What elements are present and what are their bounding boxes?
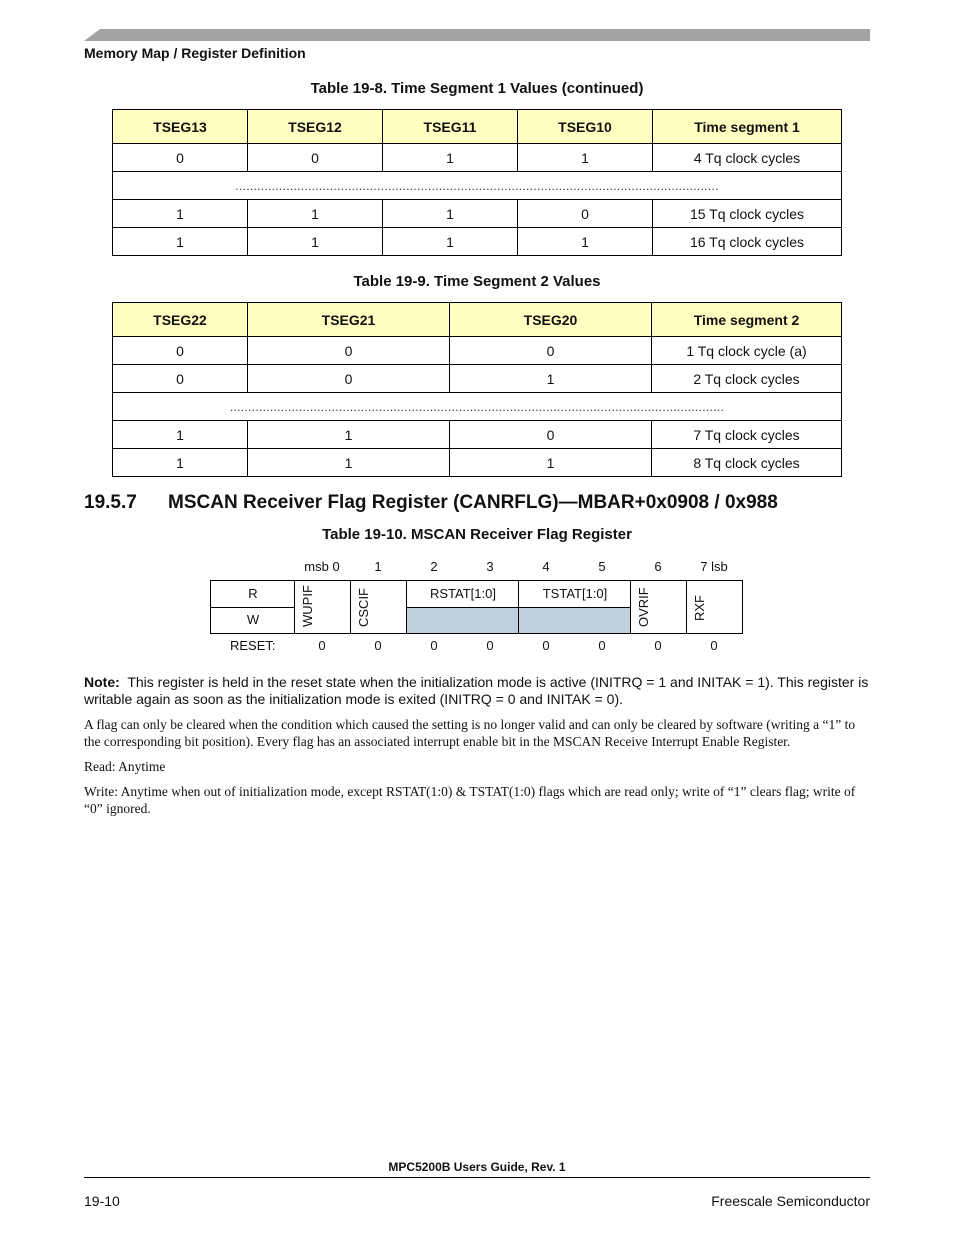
table-cell: 1: [450, 365, 652, 393]
bit-label: 5: [598, 559, 606, 574]
bit-label: 4: [542, 559, 550, 574]
read-row-label: R: [248, 586, 258, 601]
note-text: This register is held in the reset state when the initialization mode is active (INITRQ = 1 and INITAK = 1). This register is writable again as soon as the initialization mode is exited (INITRQ = 0 and INITAK = 0).: [84, 674, 869, 707]
table-cell: 1: [450, 449, 652, 477]
table-cell: 1: [113, 200, 248, 228]
table-header-cell: Time segment 1: [653, 110, 842, 144]
bit-label: 6: [654, 559, 662, 574]
table-header-cell: TSEG11: [383, 110, 518, 144]
table-cell: 1: [248, 200, 383, 228]
table-row: [113, 228, 842, 256]
table-row: [113, 144, 842, 172]
table-cell: 0: [248, 337, 450, 365]
ellipsis-cell: ........................................................................................................................................: [113, 393, 842, 421]
header-bar: [84, 29, 870, 41]
table-cell: 1: [383, 228, 518, 256]
field-tstat: [519, 581, 631, 608]
field-ovrif-label: OVRIF: [636, 587, 651, 627]
table-cell: 1: [383, 144, 518, 172]
table-cell: 0: [113, 144, 248, 172]
table-19-9: [112, 302, 842, 477]
reset-value: 0: [542, 638, 550, 653]
register-diagram: [210, 580, 743, 634]
section-number: 19.5.7: [84, 492, 137, 513]
table-cell: 0: [518, 200, 653, 228]
field-rxf-label: RXF: [692, 595, 707, 621]
field-wupif: [295, 581, 351, 633]
reset-label: RESET:: [230, 638, 276, 653]
header-bar-wedge: [84, 29, 100, 41]
field-rxf: [687, 581, 742, 633]
table-row: [113, 337, 842, 365]
header-bar-fill: [100, 29, 870, 41]
reset-value: 0: [654, 638, 662, 653]
body-paragraph: A flag can only be cleared when the condition which caused the setting is no longer valid and can only be cleared by software (writing a “1” to the corresponding bit position). Every flag has an associated interrupt enable bit in the MSCAN Receive Interrupt Enable Register.: [84, 717, 856, 749]
reset-value: 0: [710, 638, 718, 653]
table-cell: 1: [113, 228, 248, 256]
bit-label: msb 0: [304, 559, 340, 574]
write-row-label-cell: [211, 608, 295, 633]
reset-value: 0: [318, 638, 326, 653]
table-header-cell: TSEG13: [113, 110, 248, 144]
table-19-8: [112, 109, 842, 256]
bit-label: 1: [374, 559, 382, 574]
write-row-label: W: [246, 612, 260, 627]
bit-label: 3: [486, 559, 494, 574]
table-cell: 1: [113, 421, 248, 449]
table-row-ellipsis: [113, 393, 842, 421]
table-header-cell: TSEG10: [518, 110, 653, 144]
field-rstat: [407, 581, 519, 608]
field-wupif-label: WUPIF: [300, 585, 315, 627]
footer-page-number: 19-10: [84, 1193, 120, 1209]
table-19-8-caption: Table 19-8. Time Segment 1 Values (continued): [310, 80, 644, 97]
table-cell: 15 Tq clock cycles: [653, 200, 842, 228]
reset-value: 0: [374, 638, 382, 653]
body-paragraph: Write: Anytime when out of initialization mode, except RSTAT(1:0) & TSTAT(1:0) flags which are read only; write of “1” clears flag; write of “0” ignored.: [84, 784, 856, 816]
field-cscif: [351, 581, 407, 633]
table-header-cell: TSEG22: [113, 303, 248, 337]
table-header-cell: TSEG20: [450, 303, 652, 337]
note-label: Note:: [84, 674, 120, 690]
table-row: [113, 200, 842, 228]
table-19-9-caption: Table 19-9. Time Segment 2 Values: [353, 273, 601, 290]
read-row-label-cell: [211, 581, 295, 608]
table-row-ellipsis: [113, 172, 842, 200]
table-cell: 8 Tq clock cycles: [652, 449, 842, 477]
table-19-10-caption: Table 19-10. MSCAN Receiver Flag Register: [322, 526, 632, 543]
table-cell: 0: [113, 337, 248, 365]
field-ovrif: [631, 581, 687, 633]
reset-value: 0: [598, 638, 606, 653]
table-cell: 1 Tq clock cycle (a): [652, 337, 842, 365]
table-header-cell: TSEG12: [248, 110, 383, 144]
field-tstat-label: TSTAT[1:0]: [542, 586, 608, 601]
body-paragraph: Read: Anytime: [84, 759, 166, 774]
table-cell: 1: [383, 200, 518, 228]
bit-label: 7 lsb: [700, 559, 728, 574]
reset-value: 0: [430, 638, 438, 653]
table-cell: 0: [450, 421, 652, 449]
table-cell: 1: [248, 228, 383, 256]
table-cell: 7 Tq clock cycles: [652, 421, 842, 449]
table-header-cell: Time segment 2: [652, 303, 842, 337]
ellipsis-cell: .....................................................................................................................................: [113, 172, 842, 200]
field-cscif-label: CSCIF: [356, 588, 371, 627]
footer-divider: [84, 1177, 870, 1178]
footer-company: Freescale Semiconductor: [711, 1193, 870, 1209]
table-cell: 1: [518, 228, 653, 256]
field-rstat-write-reserved: [407, 608, 519, 633]
bit-label: 2: [430, 559, 438, 574]
table-cell: 4 Tq clock cycles: [653, 144, 842, 172]
table-row: [113, 421, 842, 449]
table-row: [113, 449, 842, 477]
table-cell: 1: [113, 449, 248, 477]
table-header-cell: TSEG21: [248, 303, 450, 337]
field-rstat-label: RSTAT[1:0]: [430, 586, 496, 601]
table-cell: 0: [450, 337, 652, 365]
table-row: [113, 365, 842, 393]
table-cell: 0: [248, 365, 450, 393]
section-heading: [84, 492, 778, 514]
note-block: [84, 674, 870, 708]
table-cell: 1: [248, 449, 450, 477]
field-tstat-write-reserved: [519, 608, 631, 633]
table-cell: 1: [248, 421, 450, 449]
table-cell: 0: [113, 365, 248, 393]
table-cell: 0: [248, 144, 383, 172]
section-title: MSCAN Receiver Flag Register (CANRFLG)—MBAR+0x0908 / 0x988: [168, 492, 778, 513]
reset-value: 0: [486, 638, 494, 653]
table-cell: 2 Tq clock cycles: [652, 365, 842, 393]
footer-doc-title: MPC5200B Users Guide, Rev. 1: [388, 1160, 566, 1174]
table-cell: 16 Tq clock cycles: [653, 228, 842, 256]
running-header: Memory Map / Register Definition: [84, 45, 306, 61]
table-cell: 1: [518, 144, 653, 172]
